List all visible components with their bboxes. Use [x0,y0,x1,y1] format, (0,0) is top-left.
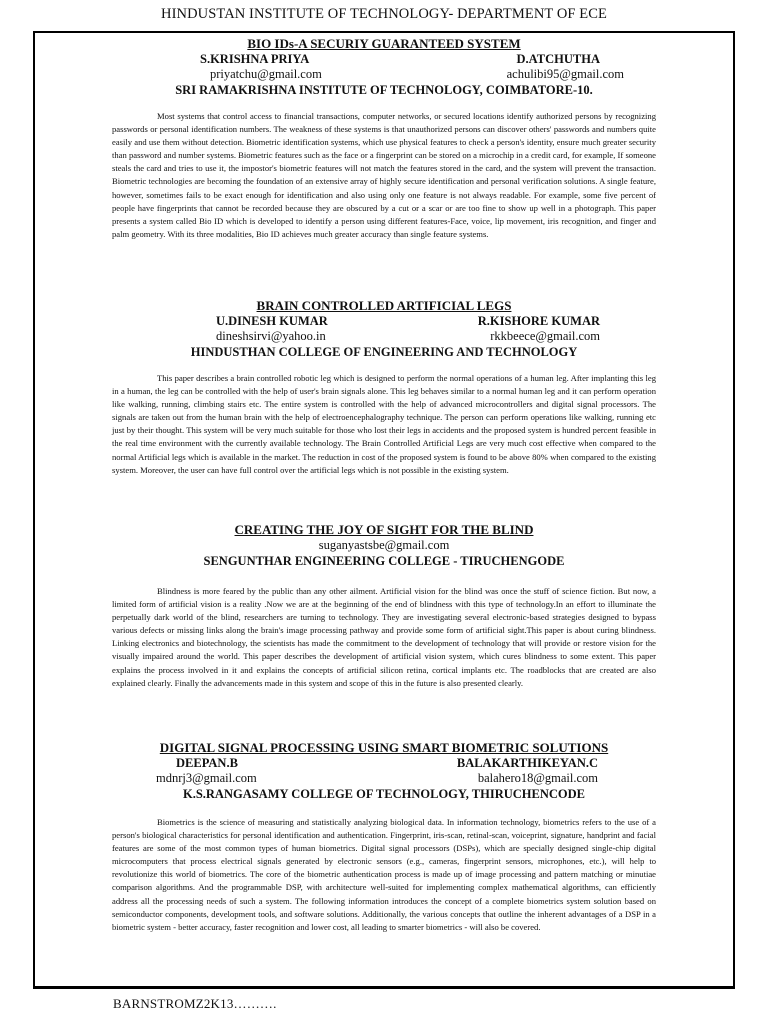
author-email: suganyastsbe@gmail.com [318,538,450,552]
abstract-body: Blindness is more feared by the public than any other ailment. Artificial vision for the blind was once the stuff of science fiction. But now, a limited form of artificial vision is a reality .Now we are at the beginning of the end of blindness with this type of technology.In an effort to illuminate the perpetually dark world of the blind, researchers are turning to technology. They are investigating several electronic-based strategies designed to bypass various defects or missing links along the brain's image processing pathway and provide some form of artificial sight.This paper is about curing blindness. Linking electronics and biotechnology, the scientists has made the commitment to the development of technology that will provide or restore vision for the visually impaired around the world. This paper describes the development of artificial vision system, which cures blindness to some extent. This paper explains the process involved in it and explains the concepts of artificial silicon retina, cortical implants etc. The roadblocks that are created are also explained clearly. Finally the advancements made in this system and scope of this in the future is also presented clearly. [112,586,656,688]
page-footer: BARNSTROMZ2K13………. [113,996,277,1011]
author-email: balahero18@gmail.com [477,771,598,785]
author-email: achulibi95@gmail.com [506,67,624,81]
college-name: SENGUNTHAR ENGINEERING COLLEGE - TIRUCHENGODE [203,554,565,568]
college-name: SRI RAMAKRISHNA INSTITUTE OF TECHNOLOGY, COIMBATORE-10. [175,83,593,97]
abstract-title: BIO IDs-A SECURIY GUARANTEED SYSTEM [247,36,521,51]
author-name: D.ATCHUTHA [516,52,600,66]
author-names [112,314,656,329]
author-email: rkkbeece@gmail.com [490,329,600,343]
author-name: S.KRISHNA PRIYA [200,52,310,66]
college-name: K.S.RANGASAMY COLLEGE OF TECHNOLOGY, THIRUCHENCODE [182,787,586,801]
page-header: HINDUSTAN INSTITUTE OF TECHNOLOGY- DEPARTMENT OF ECE [161,6,607,22]
college-name: HINDUSTHAN COLLEGE OF ENGINEERING AND TECHNOLOGY [190,345,578,359]
abstract-bio-ids [112,36,656,250]
author-name: DEEPAN.B [176,756,238,770]
author-name: U.DINESH KUMAR [216,314,328,328]
author-emails [112,771,656,786]
author-name: BALAKARTHIKEYAN.C [456,756,598,770]
author-names [112,52,656,67]
author-email: dineshsirvi@yahoo.in [216,329,326,343]
abstract-title: DIGITAL SIGNAL PROCESSING USING SMART BIOMETRIC SOLUTIONS [159,740,609,755]
abstract-title: CREATING THE JOY OF SIGHT FOR THE BLIND [234,522,534,537]
abstract-brain-legs [112,298,656,485]
author-emails [112,329,656,344]
abstract-body: Biometrics is the science of measuring and statistically analyzing biological data. In information technology, biometrics refers to the use of a person's biological characteristics for personal identification and authentication. Fingerprint, iris-scan, retinal-scan, voiceprint, signature, handprint and facial features are some of the most common types of human biometrics. Digital signal processors (DSPs), which are specially designed single-chip digital microcomputers that process electrical signals generated by electronic sensors (e.g., cameras, fingerprint sensors, microphones, etc.), will help to revolutionize this world of biometrics. The core of the biometric authentication process is made up of image processing and pattern matching or minutiae comparison algorithms. And the programmable DSP, with architecture well-suited for implementing complex mathematical algorithms, can efficiently address all the processing needs of such a system. The following information introduces the concept of a complete biometrics system solution based on semiconductor components, development tools, and software solutions. Additionally, the various concepts that outline the inherent advantages of a DSP in a biometric system - better accuracy, faster recognition and lower cost, all leading to smarter biometrics - will also be covered. [112,817,656,932]
abstract-body: This paper describes a brain controlled robotic leg which is designed to perform the normal operations of a human leg. After implanting this leg in a human, the leg can be controlled with the help of user's brain signals alone. This leg behaves similar to a normal human leg and it can perform operation like walking, running, climbing stairs etc. The entire system is controlled with the help of advanced microcontrollers and digital signal processors. The signals are taken out from the human brain with the help of electroencephalography technique. The person can perform operations like walking, running etc just by their thought. This system will be very much suitable for those who lost their legs in accidents and the proposed system is hundred percent feasible in the real time environment with the currently available technology. The Brain Controlled Artificial Legs are very much cost effective when compared to the normal Artificial legs which is available in the market. The reduction in cost of the proposed system is found to be above 80% when compared to the existing system. Moreover, the user can have full control over the artificial legs which is not possible in the existing system. [112,373,656,475]
abstract-sight-blind [112,522,656,698]
abstract-dsp-biometrics [112,740,656,942]
author-name: R.KISHORE KUMAR [477,314,600,328]
abstract-body: Most systems that control access to financial transactions, computer networks, or secured locations identify authorized persons by recognizing passwords or personal identification numbers. The weakness of these systems is that unauthorized persons can discover others' passwords and numbers quite easily and use them without detection. Biometric identification systems, which use physical features to check a person's identity, ensure much greater security than password and number systems. Biometric features such as the face or a fingerprint can be stored on a microchip in a credit card, for example, If someone steals the card and tries to use it, the impostor's biometric features will not match the features stored in the card, and the system will prevent the transaction. Biometric technologies are becoming the foundation of an extensive array of highly secure identification and personal verification solutions. A single feature, however, sometimes fails to be exact enough for identification and also using only one feature is not always readable. For example, some five percent of people have fingerprints that cannot be recorded because they are obscured by a cut or a scar or are too fine to show up well in a photograph. This paper presents a system called Bio ID which is developed to identify a person using different features-Face, voice, lip movement, iris recognition, and finger and palm geometry. With its three modalities, Bio ID achieves much greater accuracy than single feature systems. [112,111,656,239]
author-emails [112,67,656,82]
abstract-title: BRAIN CONTROLLED ARTIFICIAL LEGS [256,298,512,313]
author-email: mdnrj3@gmail.com [156,771,257,785]
author-email: priyatchu@gmail.com [210,67,322,81]
author-names [112,756,656,771]
